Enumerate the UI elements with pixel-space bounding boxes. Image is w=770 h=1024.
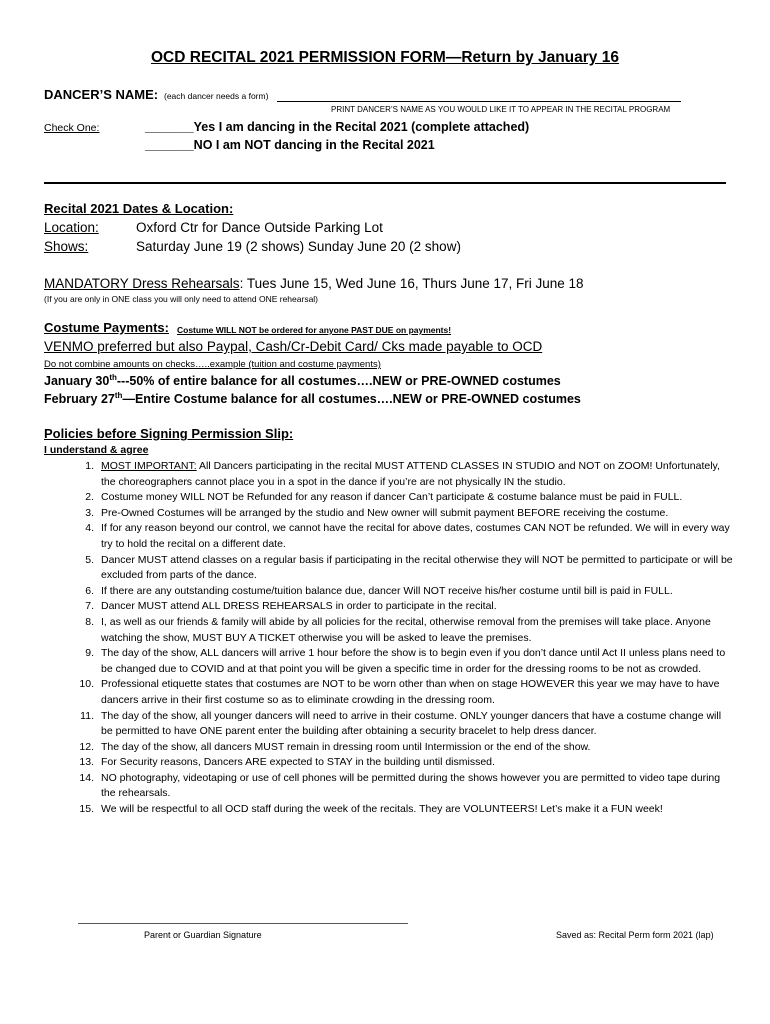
dates-heading: Recital 2021 Dates & Location: (44, 201, 234, 216)
policy-item (44, 459, 734, 490)
shows-label: Shows: (44, 239, 89, 254)
policy-item (44, 599, 734, 615)
payment-methods: VENMO preferred but also Paypal, Cash/Cr-Debit Card/ Cks made payable to OCD (44, 339, 543, 354)
policy-text: The day of the show, ALL dancers will arrive 1 hour before the show is to begin even if you don’t dance until Act II unless plans need to be changed due to COVID and at that point you will be given a specific time in order for the dressing rooms to be not as crowded. (101, 647, 726, 675)
dancer-name-instruction: PRINT DANCER’S NAME AS YOU WOULD LIKE IT TO APPEAR IN THE RECITAL PROGRAM (331, 105, 671, 114)
policies-heading: Policies before Signing Permission Slip: (44, 426, 294, 441)
policy-number: 3. (85, 506, 94, 519)
policy-item (44, 490, 734, 506)
policy-number: 7. (85, 600, 94, 613)
costume-heading: Costume Payments: (44, 320, 169, 335)
policy-number: 8. (85, 615, 94, 628)
policy-text: The day of the show, all dancers MUST remain in dressing room until Intermission or the end of the show. (101, 740, 591, 753)
signature-line[interactable] (78, 923, 408, 924)
policy-text: For Security reasons, Dancers ARE expected to STAY in the building until dismissed. (101, 756, 495, 769)
policy-text: Dancer MUST attend ALL DRESS REHEARSALS in order to participate in the recital. (101, 600, 497, 613)
policy-item (44, 709, 734, 740)
policy-text: All Dancers participating in the recital MUST ATTEND CLASSES IN STUDIO and NOT on ZOOM! Unfortunately, the choreographers cannot place you in a spot in the dance if you’re are not physically IN the studio. (101, 460, 720, 488)
february-sup: th (114, 391, 123, 400)
check-yes-option[interactable]: _______Yes I am dancing in the Recital 2021 (complete attached) (145, 120, 530, 134)
policy-text: The day of the show, all younger dancers will need to arrive in their costume. ONLY younger dancers that have a costume change will be permitted to have ONE parent enter the building after obtaining a security bracelet to help dress dancer. (101, 709, 722, 738)
policy-number: 12. (79, 740, 94, 753)
dancer-name-line[interactable] (277, 101, 681, 102)
policy-item (44, 615, 734, 646)
january-sup: th (109, 373, 117, 382)
check-no-option[interactable]: _______NO I am NOT dancing in the Recital 2021 (145, 138, 435, 152)
policy-text: Professional etiquette states that costumes are NOT to be worn other than when on stage HOWEVER this year we may have to have dancers arrive in their first costume so as to eliminate crowding in the dressing room. (101, 678, 720, 706)
february-date: February 27 (44, 392, 115, 407)
january-terms: ---50% of entire balance for all costumes….NEW or PRE-OWNED costumes (116, 374, 561, 389)
policy-item (44, 740, 734, 756)
policy-item (44, 584, 734, 600)
section-divider (44, 182, 726, 184)
policy-number: 11. (80, 709, 94, 722)
policies-list (44, 459, 734, 818)
rehearsals-value: : Tues June 15, Wed June 16, Thurs June 17, Fri June 18 (239, 276, 584, 291)
policy-item (44, 755, 734, 771)
rehearsals-note: (If you are only in ONE class you will only need to attend ONE rehearsal) (44, 294, 319, 304)
february-terms: —Entire Costume balance for all costumes….NEW or PRE-OWNED costumes (122, 392, 581, 407)
policy-number: 5. (85, 553, 94, 566)
shows-value: Saturday June 19 (2 shows) Sunday June 20 (2 show) (136, 239, 461, 254)
policy-number: 1. (85, 460, 94, 472)
policy-text: Pre-Owned Costumes will be arranged by the studio and New owner will submit payment BEFORE receiving the costume. (101, 506, 669, 519)
policy-item (44, 521, 734, 552)
location-label: Location: (44, 220, 99, 235)
policy-item (44, 802, 734, 818)
policy-number: 6. (85, 584, 94, 597)
policy-number: 4. (85, 522, 94, 535)
signature-label: Parent or Guardian Signature (144, 930, 262, 940)
policy-item (44, 553, 734, 584)
policy-number: 10. (79, 678, 94, 691)
saved-as-note: Saved as: Recital Perm form 2021 (lap) (556, 930, 714, 940)
policy-text: If for any reason beyond our control, we cannot have the recital for above dates, costumes CAN NOT be refunded. We will in every way try to hold the recital on a different date. (101, 522, 730, 550)
location-value: Oxford Ctr for Dance Outside Parking Lot (136, 220, 383, 235)
agree-label: I understand & agree (44, 444, 149, 456)
policy-lead: MOST IMPORTANT: (101, 460, 197, 472)
combine-note: Do not combine amounts on checks…..example (tuition and costume payments) (44, 359, 381, 370)
policy-number: 13. (79, 756, 94, 769)
rehearsals-label: MANDATORY Dress Rehearsals (44, 276, 240, 291)
costume-heading-note: Costume WILL NOT be ordered for anyone PAST DUE on payments! (177, 325, 452, 335)
policy-number: 15. (79, 803, 94, 816)
check-one-label: Check One: (44, 122, 100, 134)
policy-number: 14. (79, 771, 94, 784)
policy-item (44, 771, 734, 802)
policy-number: 9. (85, 647, 94, 660)
january-date: January 30 (44, 374, 110, 389)
dancer-name-note: (each dancer needs a form) (164, 91, 269, 101)
february-payment (44, 391, 581, 406)
rehearsals-line (44, 276, 584, 291)
policy-number: 2. (85, 491, 94, 504)
policy-text: We will be respectful to all OCD staff during the week of the recitals. They are VOLUNTEERS! Let’s make it a FUN week! (101, 803, 663, 816)
dancer-name-label: DANCER’S NAME: (44, 87, 159, 102)
policy-item (44, 506, 734, 522)
policy-item (44, 677, 734, 708)
january-payment (44, 373, 561, 388)
policy-text: I, as well as our friends & family will abide by all policies for the recital, otherwise removal from the premises will take place. Anyone watching the show, MUST BUY A TICKET otherwise you will be asked to leave the premises. (101, 615, 711, 644)
policy-text: Dancer MUST attend classes on a regular basis if participating in the recital otherwise they will NOT be permitted to participate or will be excluded from parts of the dance. (101, 553, 733, 582)
policy-item (44, 646, 734, 677)
policy-text: Costume money WILL NOT be Refunded for any reason if dancer Can’t participate & costume balance must be paid in FULL. (101, 491, 683, 504)
policy-text: If there are any outstanding costume/tuition balance due, dancer Will NOT receive his/her costume until bill is paid in FULL. (101, 584, 673, 597)
policy-text: NO photography, videotaping or use of cell phones will be permitted during the shows however you are permitted to video tape during the rehearsals. (101, 771, 721, 800)
form-title: OCD RECITAL 2021 PERMISSION FORM—Return by January 16 (151, 49, 619, 66)
